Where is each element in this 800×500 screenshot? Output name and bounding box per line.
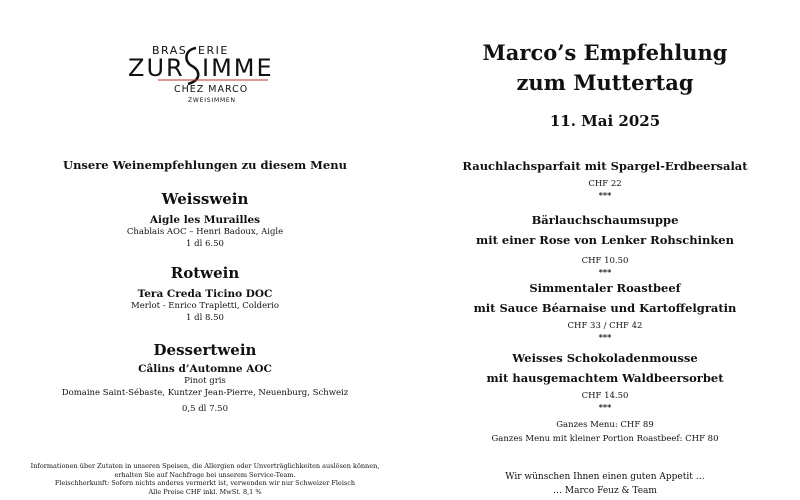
course-name: Bärlauchschaumsuppe [531,213,679,227]
footnote-line: Fleischherkunft: Sofern nichts anderes vermerkt ist, verwenden wir nur Schweizer Fleisch [54,479,356,487]
logo-zweisimmen-text: ZWEISIMMEN [188,97,236,104]
svg-text:ERIE: ERIE [198,44,229,57]
closing-signature: … Marco Feuz & Team [553,486,657,496]
course-name-line2: mit Sauce Béarnaise und Kartoffelgratin [473,301,737,315]
logo-s-swash [186,48,198,84]
course-name: Weisses Schokoladenmousse [512,351,698,365]
logo-zursimme-text: ZUR [128,54,185,82]
wine-section-dessert [0,341,410,415]
course-name-line2: mit hausgemachtem Waldbeersorbet [486,371,724,385]
wine-price: 1 dl 8.50 [186,313,224,323]
wine-price: 0,5 dl 7.50 [181,404,228,414]
course-item [410,348,800,412]
closing-greeting [410,470,800,498]
logo-brasserie-text: BRAS [152,44,188,57]
course-name: Simmentaler Roastbeef [529,281,681,295]
wine-price: 1 dl 6.50 [186,239,224,249]
menu-title-line: Marco’s Empfehlung [482,40,728,65]
svg-text:IMME: IMME [202,54,274,82]
wine-name: Tera Creda Ticino DOC [137,288,273,300]
footnote-line: erhalten Sie auf Nachfrage bei unserem Service-Team. [114,470,296,479]
footnote-line: Informationen über Zutaten in unseren Speisen, die Allergien oder Unverträglichkeiten auslösen können, [30,462,380,470]
course-price: CHF 33 / CHF 42 [567,321,643,331]
course-name-line2: mit einer Rose von Lenker Rohschinken [476,233,734,247]
allergen-footnote [0,462,410,496]
menu-title [410,38,800,98]
wine-detail: Domaine Saint-Sébaste, Kuntzer Jean-Pierre, Neuenburg, Schweiz [61,388,349,398]
course-item [410,156,800,200]
wine-section-weiss [0,190,410,250]
course-separator: *** [598,267,612,277]
wine-section-rot [0,264,410,324]
logo-chez-marco-text: CHEZ MARCO [174,84,249,95]
course-separator: *** [598,190,612,200]
course-price: CHF 22 [588,179,622,189]
wine-category: Dessertwein [153,341,257,359]
logo-graphic [118,36,298,116]
course-item [410,210,800,277]
menu-date: 11. Mai 2025 [549,112,661,130]
wine-detail: Merlot - Enrico Trapletti, Colderio [130,301,280,311]
course-name: Rauchlachsparfait mit Spargel-Erdbeersalat [462,159,748,173]
wine-name: Aigle les Murailles [149,214,261,226]
total-small-portion: Ganzes Menu mit kleiner Portion Roastbeef: CHF 80 [491,434,719,444]
wine-category: Rotwein [170,264,240,282]
course-price: CHF 10.50 [581,256,629,266]
wine-category: Weisswein [161,190,249,208]
wine-name: Câlins d’Automne AOC [138,363,272,375]
menu-totals [410,418,800,446]
wine-intro-heading: Unsere Weinempfehlungen zu diesem Menu [63,158,347,172]
menu-column [410,0,800,500]
course-separator: *** [598,332,612,342]
wine-detail: Chablais AOC – Henri Badoux, Aigle [126,227,284,237]
wine-detail: Pinot gris [184,376,226,386]
course-separator: *** [598,402,612,412]
closing-line: Wir wünschen Ihnen einen guten Appetit … [505,472,705,482]
course-price: CHF 14.50 [581,391,629,401]
course-item [410,278,800,342]
menu-title-line: zum Muttertag [516,70,694,95]
brasserie-logo [118,36,298,116]
footnote-line: Alle Preise CHF inkl. MwSt. 8,1 % [148,487,262,496]
total-full-menu: Ganzes Menu: CHF 89 [556,420,654,430]
